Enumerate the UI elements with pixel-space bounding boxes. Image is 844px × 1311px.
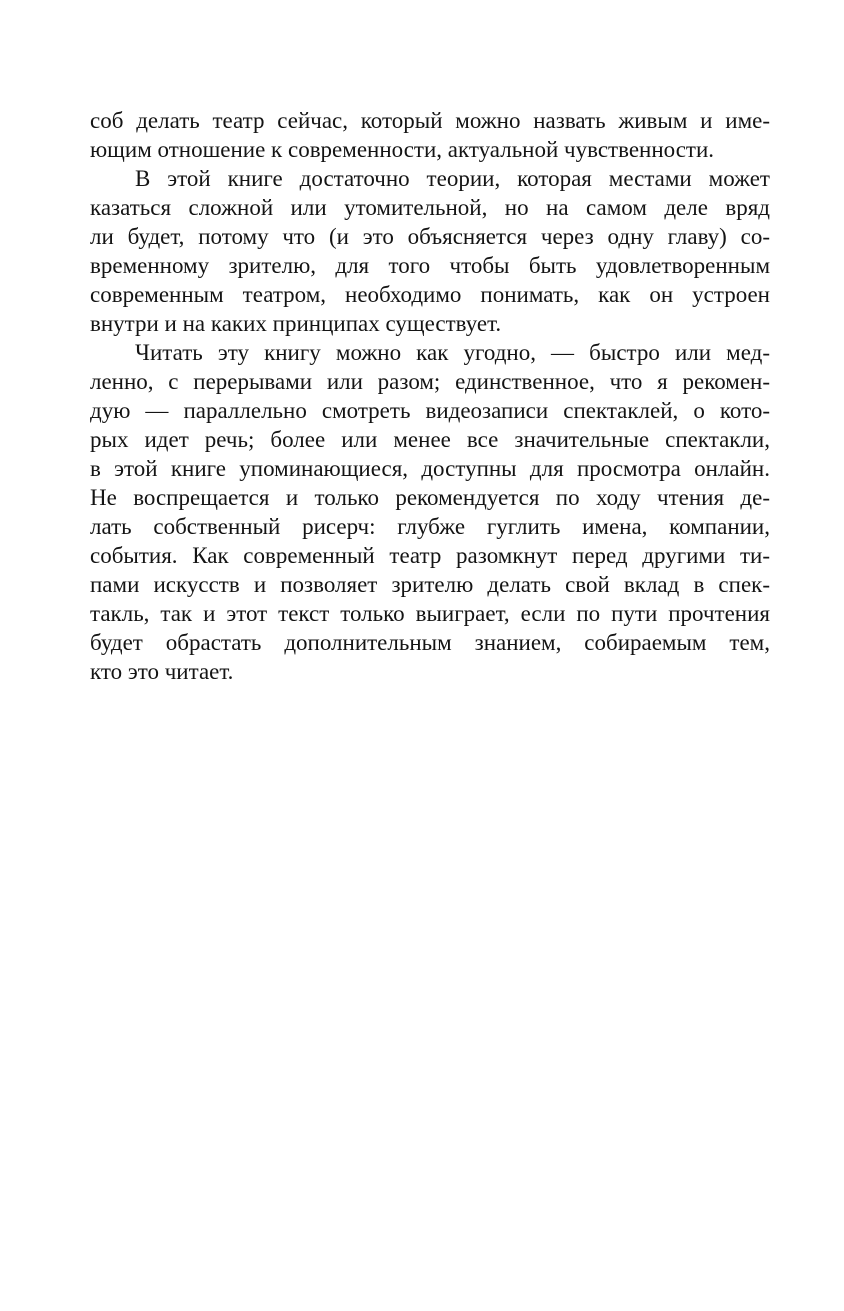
text-line: современным театром, необходимо понимать, как он устроен — [90, 282, 770, 307]
text-line: в этой книге упоминающиеся, доступны для просмотра онлайн. — [90, 456, 770, 481]
text-line: ли будет, потому что (и это объясняется через одну главу) со- — [90, 224, 770, 249]
text-line: ленно, с перерывами или разом; единственное, что я рекомен- — [90, 369, 770, 394]
text-line: такль, так и этот текст только выиграет, если по пути прочтения — [90, 601, 770, 626]
text-line: В этой книге достаточно теории, которая местами может — [135, 166, 770, 191]
text-line: лать собственный рисерч: глубже гуглить имена, компании, — [90, 514, 770, 539]
text-line: временному зрителю, для того чтобы быть удовлетворенным — [90, 253, 770, 278]
text-line: соб делать театр сейчас, который можно назвать живым и име- — [90, 108, 770, 133]
text-line: рых идет речь; более или менее все значительные спектакли, — [90, 427, 770, 452]
text-line: кто это читает. — [90, 659, 234, 684]
text-line: дую — параллельно смотреть видеозаписи спектаклей, о кото- — [90, 398, 770, 423]
page-text-block — [90, 106, 770, 686]
text-line: будет обрастать дополнительным знанием, собираемым тем, — [90, 630, 770, 655]
text-line: Не воспрещается и только рекомендуется по ходу чтения де- — [90, 485, 770, 510]
text-line: Читать эту книгу можно как угодно, — быстро или мед- — [135, 340, 770, 365]
text-line: события. Как современный театр разомкнут перед другими ти- — [90, 543, 770, 568]
text-line: пами искусств и позволяет зрителю делать свой вклад в спек- — [90, 572, 770, 597]
text-line: ющим отношение к современности, актуальной чувственности. — [90, 137, 715, 162]
text-line: внутри и на каких принципах существует. — [90, 311, 502, 336]
text-line: казаться сложной или утомительной, но на самом деле вряд — [90, 195, 770, 220]
